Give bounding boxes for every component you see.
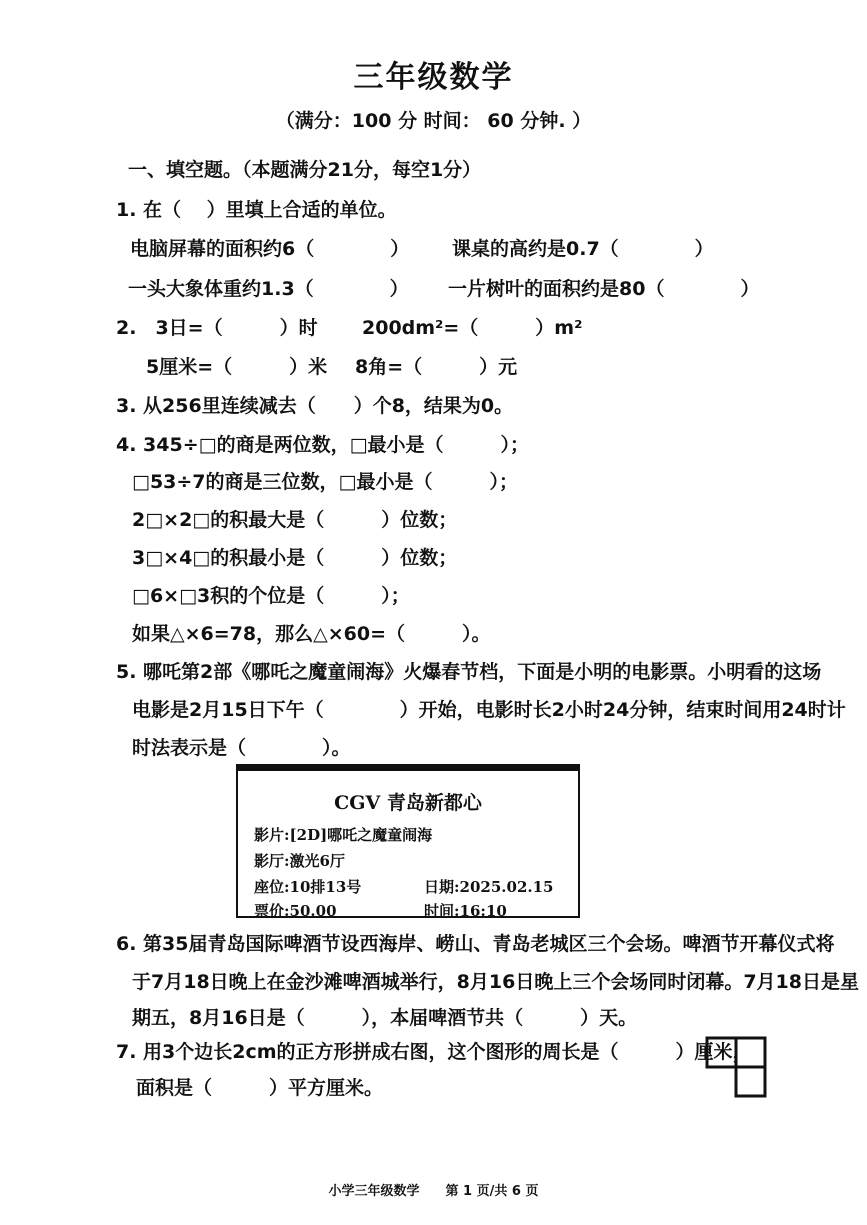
ticket-price: 票价:50.00 (254, 902, 337, 920)
ticket-date: 日期:2025.02.15 (424, 878, 554, 896)
question-1-item-d: 一片树叶的面积约是80（ ） (448, 278, 760, 300)
ticket-film: 影片:[2D]哪吒之魔童闹海 (254, 826, 433, 844)
ticket-hall: 影厅:激光6厅 (254, 852, 345, 870)
question-6-line-1: 6. 第35届青岛国际啤酒节设西海岸、崂山、青岛老城区三个会场。啤酒节开幕仪式将 (116, 933, 835, 955)
page-title: 三年级数学 (353, 60, 514, 95)
movie-ticket (236, 764, 580, 918)
ticket-cinema-name: CGV 青岛新都心 (334, 792, 482, 814)
question-4-item-e: □6×□3积的个位是（ ）； (132, 585, 410, 607)
question-5-line-1: 5. 哪吒第2部《哪吒之魔童闹海》火爆春节档，下面是小明的电影票。小明看的这场 (116, 661, 822, 683)
question-1-item-a: 电脑屏幕的面积约6（ ） (130, 238, 410, 260)
exam-info: （满分：100 分 时间： 60 分钟. ） (275, 110, 592, 132)
page-footer: 小学三年级数学 第 1 页/共 6 页 (328, 1184, 539, 1199)
figure-square-top-right (736, 1038, 765, 1067)
question-2-item-c: 5厘米=（ ）米 (146, 356, 328, 378)
figure-square-top-left (707, 1038, 736, 1067)
question-1-item-c: 一头大象体重约1.3（ ） (128, 278, 409, 300)
question-1-item-b: 课桌的高约是0.7（ ） (452, 238, 714, 260)
question-4-item-a: 4. 345÷□的商是两位数，□最小是（ ）； (116, 434, 530, 456)
ticket-seat: 座位:10排13号 (254, 878, 362, 896)
section-heading: 一、填空题。（本题满分21分，每空1分） (128, 159, 482, 181)
question-6-line-3: 期五，8月16日是（ ），本届啤酒节共（ ）天。 (132, 1007, 638, 1029)
question-5-line-2: 电影是2月15日下午（ ）开始，电影时长2小时24分钟，结束时间用24时计 (132, 699, 846, 721)
question-4-item-b: □53÷7的商是三位数，□最小是（ ）； (132, 471, 518, 493)
ticket-top-border (238, 766, 578, 771)
question-7-line-2: 面积是（ ）平方厘米。 (136, 1077, 384, 1099)
question-4-item-c: 2□×2□的积最大是（ ）位数； (132, 509, 458, 531)
question-2-item-b: 200dm²=（ ）m² (362, 317, 583, 339)
three-squares-figure (705, 1036, 767, 1098)
question-2-item-d: 8角=（ ）元 (355, 356, 518, 378)
figure-square-bottom-right (736, 1067, 765, 1096)
question-1-prompt: 1. 在（ ）里填上合适的单位。 (116, 199, 397, 221)
question-4-item-d: 3□×4□的积最小是（ ）位数； (132, 547, 458, 569)
question-4-item-f: 如果△×6=78，那么△×60=（ ）。 (132, 623, 491, 645)
question-2-item-a: 2. 3日=（ ）时 (116, 317, 318, 339)
question-3: 3. 从256里连续减去（ ）个8，结果为0。 (116, 395, 514, 417)
question-5-line-3: 时法表示是（ ）。 (132, 737, 351, 759)
ticket-time: 时间:16:10 (424, 902, 507, 920)
question-6-line-2: 于7月18日晚上在金沙滩啤酒城举行，8月16日晚上三个会场同时闭幕。7月18日是星 (132, 971, 859, 993)
question-7-line-1: 7. 用3个边长2cm的正方形拼成右图，这个图形的周长是（ ）厘米， (116, 1041, 752, 1063)
